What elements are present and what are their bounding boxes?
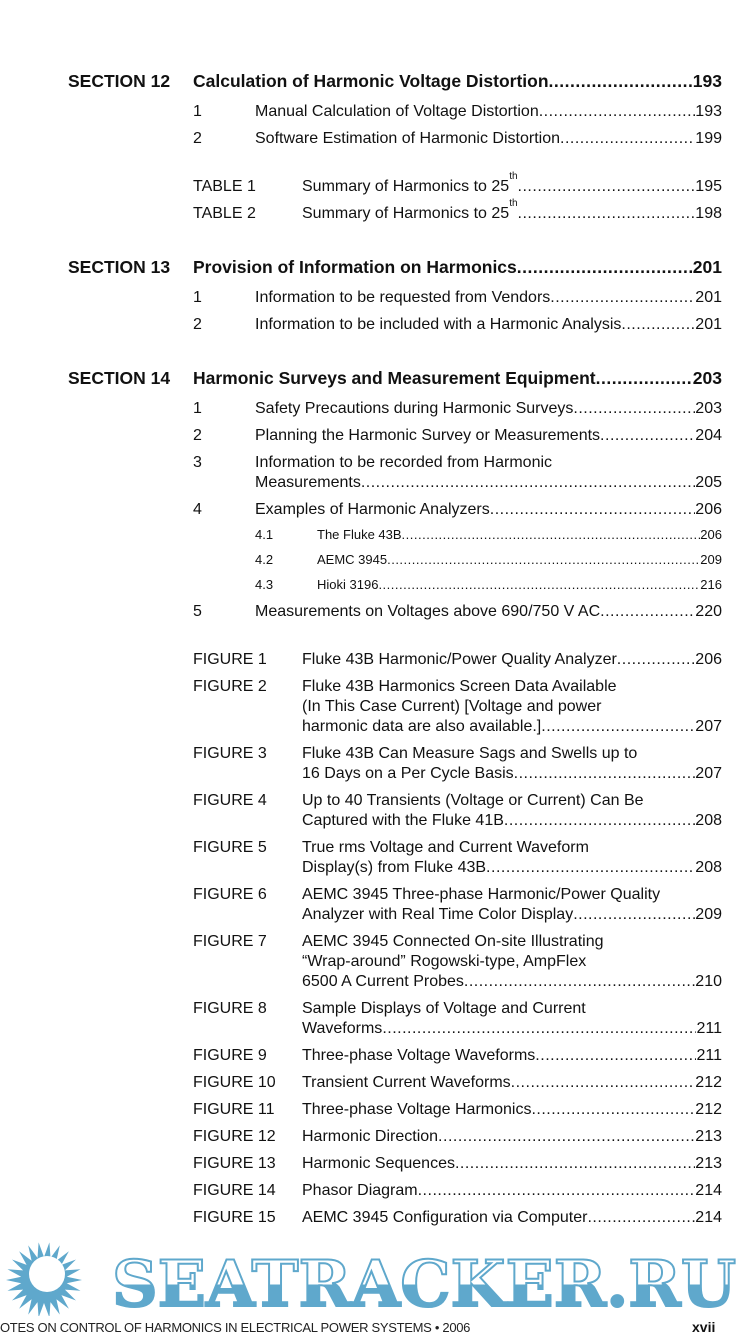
page-ref: 207 <box>695 765 722 782</box>
entry-body <box>302 198 722 224</box>
entry-number: 2 <box>193 130 202 147</box>
entry-line <box>302 1127 722 1147</box>
toc-entry[interactable] <box>0 129 744 149</box>
entry-title: Software Estimation of Harmonic Distortion <box>255 130 560 147</box>
toc-entry[interactable] <box>0 102 744 122</box>
entry-title: AEMC 3945 <box>317 552 388 567</box>
leader-dots <box>531 1100 695 1120</box>
entry-title: Captured with the Fluke 41B <box>302 812 504 829</box>
entry-body <box>255 102 722 122</box>
entry-line <box>255 102 722 122</box>
toc-figure-entry[interactable] <box>0 1154 744 1174</box>
entry-number: TABLE 1 <box>193 178 256 195</box>
entry-line <box>302 1046 722 1066</box>
leader-dots <box>596 365 693 392</box>
leader-dots <box>490 500 696 520</box>
entry-line <box>302 885 722 905</box>
entry-body <box>302 1046 722 1066</box>
entry-title: harmonic data are also available.] <box>302 718 542 735</box>
entry-line <box>302 952 722 972</box>
entry-line <box>302 650 722 670</box>
entry-title: Hioki 3196 <box>317 577 379 592</box>
page-ref: 207 <box>695 718 722 735</box>
page-ref: 201 <box>695 316 722 333</box>
page-ref: 193 <box>695 103 722 120</box>
page-ref: 206 <box>700 527 722 542</box>
entry-body <box>302 1127 722 1147</box>
toc-entry[interactable] <box>0 525 744 545</box>
entry-line <box>317 575 722 595</box>
entry-body <box>255 288 722 308</box>
leader-dots <box>382 1019 696 1039</box>
footer-title: OTES ON CONTROL OF HARMONICS IN ELECTRICAL POWER SYSTEMS • 2006 <box>0 1320 471 1335</box>
entry-number: 1 <box>193 289 202 306</box>
entry-body <box>302 1154 722 1174</box>
leader-dots <box>361 473 695 493</box>
leader-dots <box>539 102 696 122</box>
entry-title: Fluke 43B Harmonic/Power Quality Analyzer <box>302 651 617 668</box>
entry-number: 5 <box>193 603 202 620</box>
entry-body <box>302 677 722 737</box>
entry-body <box>302 1073 722 1093</box>
leader-dots <box>504 811 695 831</box>
entry-line <box>317 525 722 545</box>
toc-entry[interactable] <box>0 550 744 570</box>
entry-number: 1 <box>193 400 202 417</box>
leader-dots <box>511 1073 696 1093</box>
entry-line <box>302 932 722 952</box>
toc-figure-entry[interactable] <box>0 999 744 1039</box>
toc-figure-entry[interactable] <box>0 791 744 831</box>
entry-title: Measurements <box>255 474 361 491</box>
entry-line <box>255 602 722 622</box>
entry-number: FIGURE 3 <box>193 745 267 762</box>
superscript: th <box>509 171 518 182</box>
entry-line <box>193 254 722 281</box>
entry-body <box>317 525 722 545</box>
entry-number: FIGURE 1 <box>193 651 267 668</box>
entry-body <box>302 999 722 1039</box>
entry-line <box>302 1100 722 1120</box>
toc-figure-entry[interactable] <box>0 1046 744 1066</box>
entry-number: FIGURE 14 <box>193 1182 276 1199</box>
entry-title: Measurements on Voltages above 690/750 V AC <box>255 603 601 620</box>
page-ref: 212 <box>695 1074 722 1091</box>
entry-number: 3 <box>193 454 202 471</box>
leader-dots <box>518 177 696 197</box>
entry-body <box>255 500 722 520</box>
entry-line <box>302 717 722 737</box>
entry-body <box>302 885 722 925</box>
entry-body <box>255 426 722 446</box>
leader-dots <box>455 1154 695 1174</box>
entry-title: 6500 A Current Probes <box>302 973 464 990</box>
page-ref: 211 <box>696 1020 722 1037</box>
entry-line <box>255 453 722 473</box>
entry-body <box>302 1100 722 1120</box>
leader-dots <box>549 68 693 95</box>
page-ref: 203 <box>692 368 722 388</box>
leader-dots <box>518 204 696 224</box>
entry-body <box>255 453 722 493</box>
entry-title: Summary of Harmonics to 25 <box>302 205 510 222</box>
entry-number: 2 <box>193 316 202 333</box>
leader-dots <box>617 650 696 670</box>
watermark-logo <box>0 1240 744 1316</box>
entry-body <box>255 315 722 335</box>
toc-figure-entry[interactable] <box>0 838 744 878</box>
entry-line <box>302 1181 722 1201</box>
page-ref: 213 <box>695 1155 722 1172</box>
toc-entry[interactable] <box>0 453 744 493</box>
page-ref: 214 <box>695 1209 722 1226</box>
entry-number: FIGURE 8 <box>193 1000 267 1017</box>
page-ref: 208 <box>695 859 722 876</box>
entry-body <box>317 575 722 595</box>
leader-dots <box>587 1208 695 1228</box>
entry-number: FIGURE 6 <box>193 886 267 903</box>
entry-body <box>302 932 722 992</box>
entry-body <box>193 254 722 281</box>
page-ref: 210 <box>695 973 722 990</box>
page-ref: 206 <box>695 651 722 668</box>
leader-dots <box>486 858 695 878</box>
leader-dots <box>621 315 695 335</box>
toc-figure-entry[interactable] <box>0 650 744 670</box>
entry-title: Analyzer with Real Time Color Display <box>302 906 574 923</box>
superscript: th <box>509 198 518 209</box>
entry-body <box>193 68 722 95</box>
entry-title: AEMC 3945 Connected On-site Illustrating <box>302 933 604 950</box>
entry-line <box>317 550 722 570</box>
entry-line <box>302 1019 722 1039</box>
entry-title: Information to be included with a Harmonic Analysis <box>255 316 622 333</box>
entry-title: Sample Displays of Voltage and Current <box>302 1000 586 1017</box>
entry-title: Examples of Harmonic Analyzers <box>255 501 490 518</box>
toc-figure-entry[interactable] <box>0 171 744 197</box>
entry-line <box>193 68 722 95</box>
toc-figure-entry[interactable] <box>0 885 744 925</box>
page-ref: 211 <box>696 1047 722 1064</box>
entry-title: True rms Voltage and Current Waveform <box>302 839 589 856</box>
toc-entry[interactable] <box>0 399 744 419</box>
entry-body <box>302 744 722 784</box>
entry-title: Harmonic Direction <box>302 1128 439 1145</box>
leader-dots <box>402 525 701 545</box>
entry-number: TABLE 2 <box>193 205 256 222</box>
entry-body <box>302 838 722 878</box>
entry-number: FIGURE 4 <box>193 792 267 809</box>
entry-body <box>302 650 722 670</box>
entry-title: The Fluke 43B <box>317 527 402 542</box>
entry-body <box>302 171 722 197</box>
entry-title: Up to 40 Transients (Voltage or Current) Can Be <box>302 792 644 809</box>
entry-title: Information to be requested from Vendors <box>255 289 551 306</box>
entry-line <box>302 677 722 697</box>
leader-dots <box>387 550 700 570</box>
entry-number: 4.3 <box>255 577 274 592</box>
page-ref: 209 <box>695 906 722 923</box>
entry-title: Display(s) from Fluke 43B <box>302 859 487 876</box>
entry-line <box>302 1208 722 1228</box>
entry-line <box>255 500 722 520</box>
page-ref: 206 <box>695 501 722 518</box>
entry-title: AEMC 3945 Three-phase Harmonic/Power Quality <box>302 886 661 903</box>
toc-figure-entry[interactable] <box>0 1181 744 1201</box>
entry-title: Fluke 43B Can Measure Sags and Swells up to <box>302 745 638 762</box>
toc-figure-entry[interactable] <box>0 744 744 784</box>
toc-section-heading[interactable] <box>0 254 744 281</box>
entry-title: “Wrap-around” Rogowski-type, AmpFlex <box>302 953 587 970</box>
entry-title: 16 Days on a Per Cycle Basis <box>302 765 514 782</box>
entry-number: FIGURE 10 <box>193 1074 276 1091</box>
entry-title: AEMC 3945 Configuration via Computer <box>302 1209 588 1226</box>
entry-title: Information to be recorded from Harmonic <box>255 454 553 471</box>
sun-icon <box>6 1242 82 1316</box>
page-ref: 216 <box>700 577 722 592</box>
entry-title: Waveforms <box>302 1020 383 1037</box>
entry-body <box>193 365 722 392</box>
entry-number: 1 <box>193 103 202 120</box>
entry-title: (In This Case Current) [Voltage and power <box>302 698 602 715</box>
entry-number: 4.1 <box>255 527 274 542</box>
page-ref: 213 <box>695 1128 722 1145</box>
entry-body <box>255 602 722 622</box>
entry-number: 2 <box>193 427 202 444</box>
entry-line <box>302 858 722 878</box>
toc-figure-entry[interactable] <box>0 198 744 224</box>
leader-dots <box>438 1127 695 1147</box>
toc-entry[interactable] <box>0 426 744 446</box>
entry-title: Three-phase Voltage Waveforms <box>302 1047 536 1064</box>
entry-title: Calculation of Harmonic Voltage Distortion <box>193 71 549 91</box>
page-ref: 203 <box>695 400 722 417</box>
entry-title: Phasor Diagram <box>302 1182 418 1199</box>
entry-number: 4.2 <box>255 552 274 567</box>
leader-dots <box>464 972 695 992</box>
leader-dots <box>541 717 695 737</box>
toc-entry[interactable] <box>0 575 744 595</box>
toc-entry[interactable] <box>0 288 744 308</box>
leader-dots <box>600 602 695 622</box>
page-ref: 201 <box>695 289 722 306</box>
entry-number: FIGURE 2 <box>193 678 267 695</box>
entry-line <box>302 744 722 764</box>
entry-line <box>302 1154 722 1174</box>
entry-line <box>302 838 722 858</box>
entry-title: Three-phase Voltage Harmonics <box>302 1101 532 1118</box>
entry-title: Manual Calculation of Voltage Distortion <box>255 103 539 120</box>
page-ref: 199 <box>695 130 722 147</box>
entry-line <box>302 791 722 811</box>
page-ref: 212 <box>695 1101 722 1118</box>
leader-dots <box>573 399 695 419</box>
entry-number: SECTION 13 <box>68 257 171 277</box>
page-ref: 201 <box>692 257 722 277</box>
leader-dots <box>573 905 695 925</box>
entry-number: FIGURE 7 <box>193 933 267 950</box>
leader-dots <box>560 129 695 149</box>
toc-entry[interactable] <box>0 500 744 520</box>
entry-title: Planning the Harmonic Survey or Measurements <box>255 427 601 444</box>
toc-figure-entry[interactable] <box>0 1127 744 1147</box>
entry-line <box>255 426 722 446</box>
page-ref: 208 <box>695 812 722 829</box>
toc-entry[interactable] <box>0 315 744 335</box>
toc-figure-entry[interactable] <box>0 932 744 992</box>
toc-figure-entry[interactable] <box>0 1208 744 1228</box>
entry-line <box>302 972 722 992</box>
entry-body <box>302 1181 722 1201</box>
entry-line <box>255 399 722 419</box>
entry-number: FIGURE 12 <box>193 1128 276 1145</box>
entry-title: Summary of Harmonics to 25 <box>302 178 510 195</box>
page-ref: 195 <box>695 178 722 195</box>
leader-dots <box>378 575 700 595</box>
entry-title: Harmonic Sequences <box>302 1155 455 1172</box>
watermark-text: SEATRACKER.RU <box>112 1247 736 1316</box>
entry-title: Provision of Information on Harmonics <box>193 257 517 277</box>
entry-number: FIGURE 15 <box>193 1209 276 1226</box>
entry-body <box>317 550 722 570</box>
entry-title: Transient Current Waveforms <box>302 1074 511 1091</box>
entry-body <box>302 1208 722 1228</box>
toc-figure-entry[interactable] <box>0 1100 744 1120</box>
entry-number: FIGURE 5 <box>193 839 267 856</box>
toc-entry[interactable] <box>0 602 744 622</box>
entry-line <box>255 315 722 335</box>
entry-body <box>255 129 722 149</box>
toc-figure-entry[interactable] <box>0 1073 744 1093</box>
entry-line <box>302 811 722 831</box>
entry-number: FIGURE 13 <box>193 1155 276 1172</box>
entry-line <box>302 697 722 717</box>
toc-figure-entry[interactable] <box>0 677 744 737</box>
page-ref: 198 <box>695 205 722 222</box>
entry-line <box>302 764 722 784</box>
leader-dots <box>600 426 695 446</box>
entry-number: SECTION 14 <box>68 368 171 388</box>
entry-line <box>302 171 722 197</box>
leader-dots <box>514 764 696 784</box>
entry-body <box>255 399 722 419</box>
entry-number: SECTION 12 <box>68 71 171 91</box>
entry-line <box>255 288 722 308</box>
entry-line <box>255 473 722 493</box>
table-of-contents <box>0 68 744 1228</box>
page-ref: 220 <box>695 603 722 620</box>
entry-line <box>193 365 722 392</box>
toc-section-heading[interactable] <box>0 68 744 95</box>
page-ref: 204 <box>695 427 722 444</box>
entry-line <box>302 905 722 925</box>
page-ref: 193 <box>692 71 722 91</box>
entry-title: Fluke 43B Harmonics Screen Data Available <box>302 678 617 695</box>
entry-line <box>302 1073 722 1093</box>
page-number: xvii <box>692 1319 716 1335</box>
entry-title: Safety Precautions during Harmonic Surveys <box>255 400 574 417</box>
leader-dots <box>550 288 695 308</box>
leader-dots <box>418 1181 696 1201</box>
entry-line <box>255 129 722 149</box>
page-ref: 209 <box>700 552 722 567</box>
entry-number: FIGURE 11 <box>193 1101 275 1118</box>
entry-line <box>302 198 722 224</box>
leader-dots <box>535 1046 696 1066</box>
entry-title: Harmonic Surveys and Measurement Equipment <box>193 368 596 388</box>
leader-dots <box>517 254 693 281</box>
page-ref: 205 <box>695 474 722 491</box>
entry-number: FIGURE 9 <box>193 1047 267 1064</box>
entry-line <box>302 999 722 1019</box>
entry-number: 4 <box>193 501 202 518</box>
entry-body <box>302 791 722 831</box>
toc-section-heading[interactable] <box>0 365 744 392</box>
page-ref: 214 <box>695 1182 722 1199</box>
